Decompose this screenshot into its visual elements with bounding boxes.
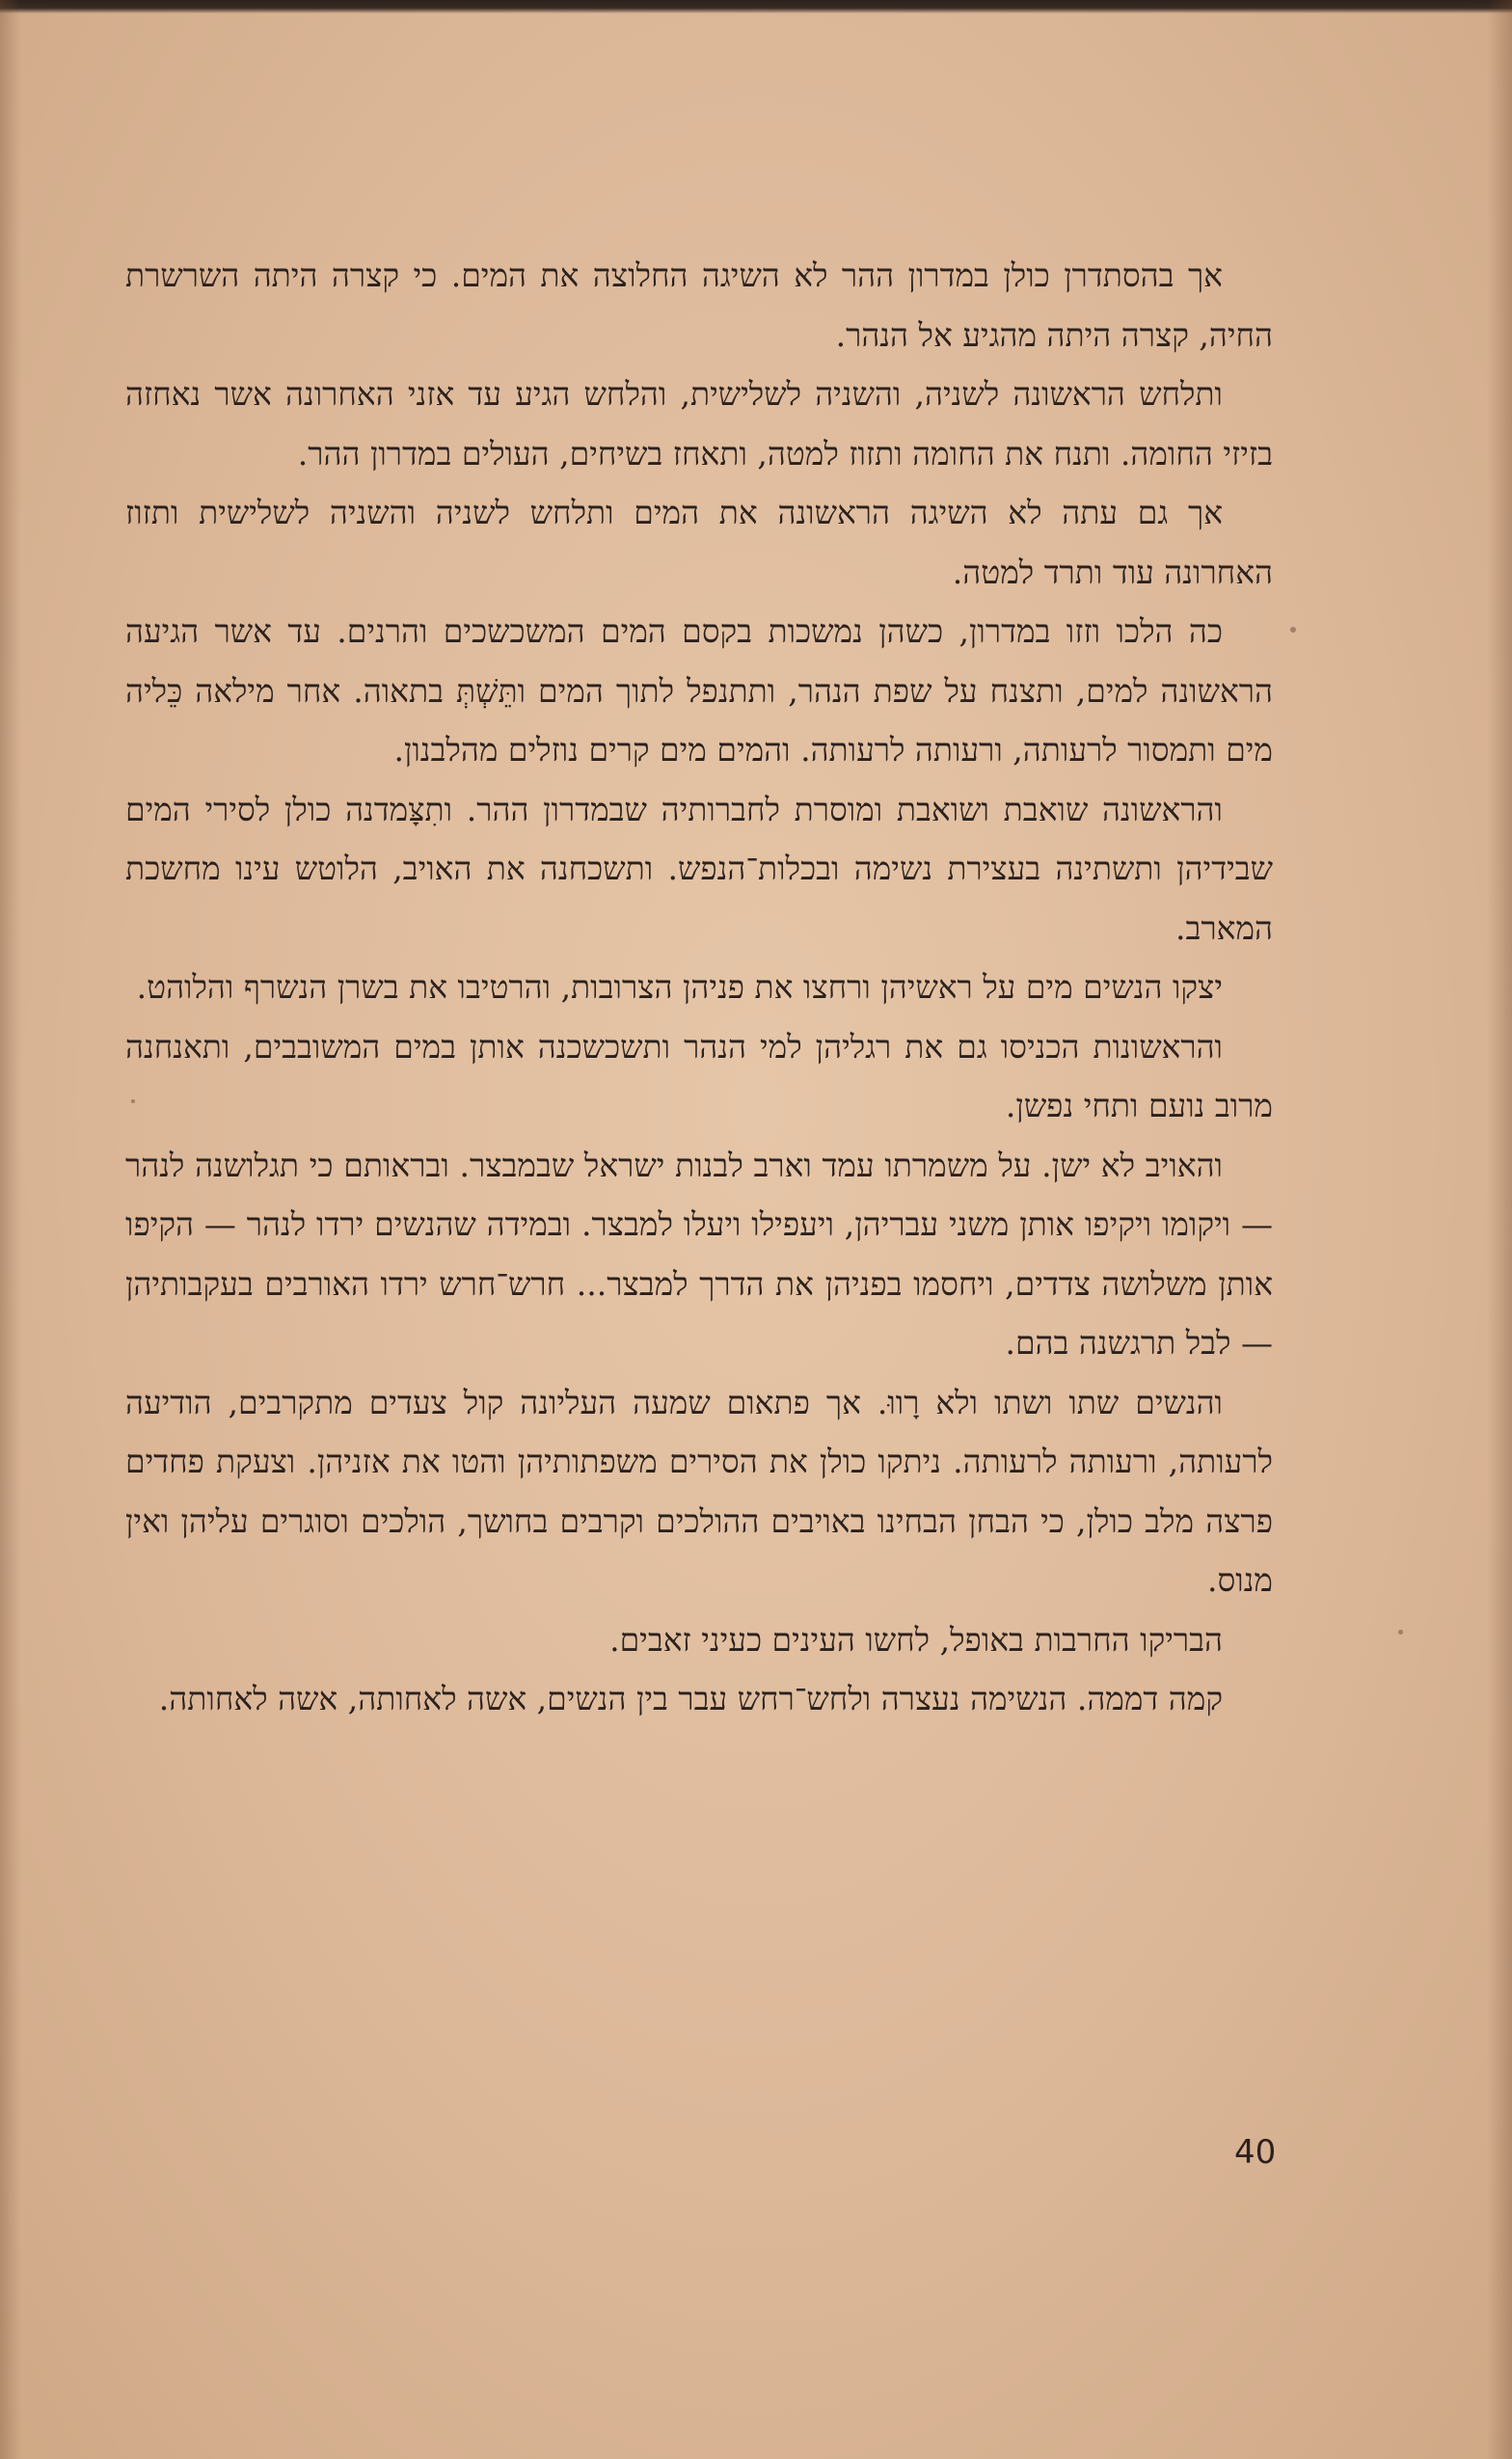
paragraph-2 <box>125 365 1273 483</box>
page-right-shadow <box>1487 0 1512 2459</box>
paper-speck <box>1398 1630 1403 1635</box>
page-top-shadow <box>0 0 1512 14</box>
paper-speck <box>1290 627 1296 633</box>
paragraph-5 <box>125 780 1273 959</box>
paragraph-4 <box>125 602 1273 780</box>
paragraph-1 <box>125 246 1273 365</box>
paragraph-text: הבריקו החרבות באופל, לחשו העינים כעיני זאבים. <box>609 1620 1223 1659</box>
paper-speck <box>131 1099 135 1103</box>
paragraph-text: אך בהסתדרן כולן במדרון ההר לא השיגה החלוצה את המים. כי קצרה היתה השרשרת החיה, קצרה היתה מהגיע אל הנהר. <box>125 257 1273 354</box>
body-text <box>125 246 1273 1729</box>
paragraph-text: והנשים שתו ושתו ולא רָווּ. אך פתאום שמעה העליונה קול צעדים מתקרבים, הודיעה לרעותה, ורעותה לרעותה. ניתקו כולן את הסירים משפתותיהן והטו את אזניהן. וצעקת פחדים פרצה מלב כולן, כי הבחן הבחינו באויבים ההולכים וקרבים בחושך, הולכים וסוגרים עליהן ואין מנוס. <box>125 1383 1273 1599</box>
page-left-shadow <box>0 0 21 2459</box>
paragraph-text: והראשונות הכניסו גם את רגליהן למי הנהר ותשכשכנה אותן במים המשובבים, ותאנחנה מרוב נועם ותחי נפשן. <box>125 1027 1273 1124</box>
paragraph-text: כה הלכו וזזו במדרון, כשהן נמשכות בקסם המים המשכשכים והרנים. עד אשר הגיעה הראשונה למים, ותצנח על שפת הנהר, ותתנפל לתוך המים ותֵּשְׁתְּ בתאוה. אחר מילאה כֵּליה מים ותמסור לרעותה, ורעותה לרעותה. והמים מים קרים נוזלים מהלבנון. <box>125 612 1273 769</box>
paragraph-8 <box>125 1136 1273 1373</box>
page-number: 40 <box>1234 2133 1277 2172</box>
paragraph-text: אך גם עתה לא השיגה הראשונה את המים ותלחש לשניה והשניה לשלישית ותזוז האחרונה עוד ותרד למטה. <box>125 494 1273 591</box>
paragraph-text: יצקו הנשים מים על ראשיהן ורחצו את פניהן הצרובות, והרטיבו את בשרן הנשרף והלוהט. <box>136 968 1223 1006</box>
paragraph-11 <box>125 1669 1273 1729</box>
paragraph-9 <box>125 1373 1273 1610</box>
paragraph-text: קמה דממה. הנשימה נעצרה ולחש־רחש עבר בין הנשים, אשה לאחותה, אשה לאחותה. <box>158 1680 1223 1717</box>
paragraph-text: והראשונה שואבת ושואבת ומוסרת לחברותיה שבמדרון ההר. ותִצָּמדנה כולן לסירי המים שבידיהן ותשתינה בעצירת נשימה ובכלות־הנפש. ותשכחנה את האויב, הלוטש עינו מחשכת המארב. <box>125 790 1273 947</box>
paragraph-text: והאויב לא ישן. על משמרתו עמד וארב לבנות ישראל שבמבצר. ובראותם כי תגלושנה לנהר — ויקומו ויקיפו אותן משני עבריהן, ויעפילו ויעלו למבצר. ובמידה שהנשים ירדו לנהר — הקיפו אותן משלושה צדדים, ויחסמו בפניהן את הדרך למבצר... חרש־חרש ירדו האורבים בעקבותיהן — לבל תרגשנה בהם. <box>125 1146 1273 1362</box>
paragraph-10 <box>125 1610 1273 1670</box>
paragraph-3 <box>125 483 1273 602</box>
paragraph-6 <box>125 958 1273 1017</box>
paragraph-7 <box>125 1017 1273 1136</box>
paragraph-text: ותלחש הראשונה לשניה, והשניה לשלישית, והלחש הגיע עד אזני האחרונה אשר נאחזה בזיזי החומה. ותנח את החומה ותזוז למטה, ותאחז בשיחים, העולים במדרון ההר. <box>125 375 1273 473</box>
